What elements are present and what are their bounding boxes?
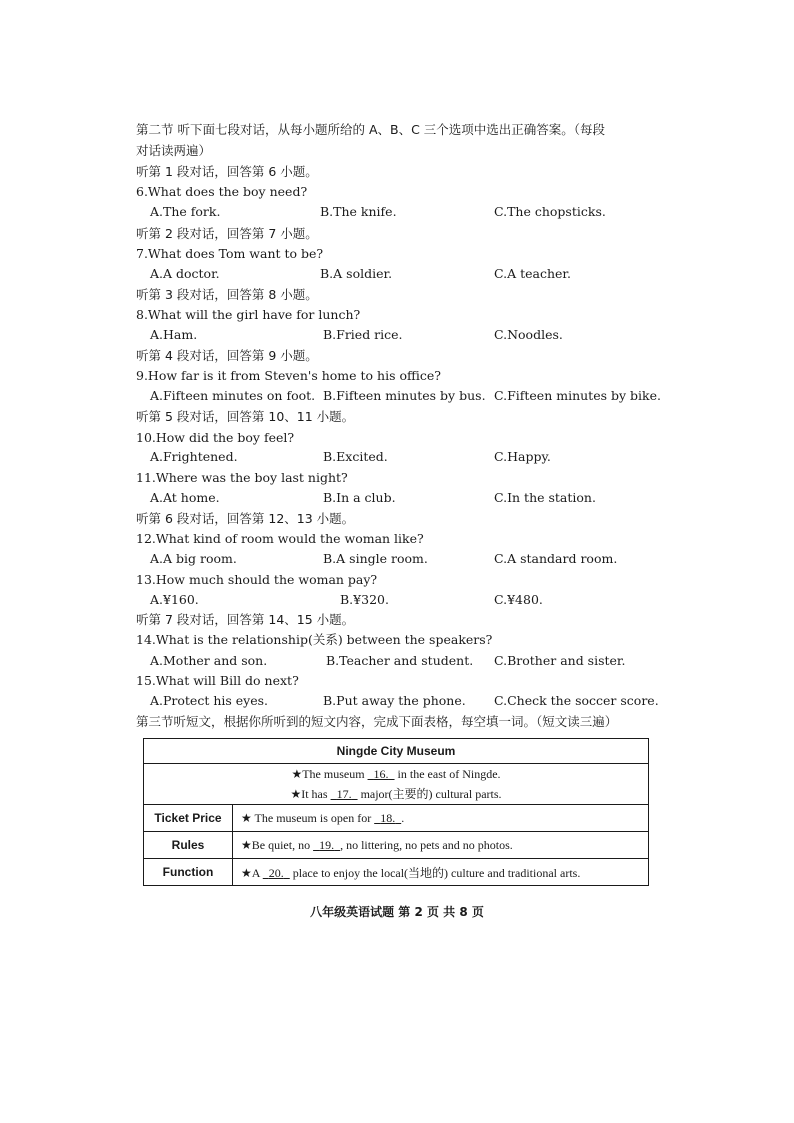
option-c: C.The chopsticks. xyxy=(494,204,606,219)
option-c: C.A standard room. xyxy=(494,551,618,566)
row-text: ★Be quiet, no xyxy=(241,837,314,852)
museum-table xyxy=(143,738,649,886)
section2-instruction-line1: 第二节 听下面七段对话，从每小题所给的 A、B、C 三个选项中选出正确答案。（每段 xyxy=(136,122,606,137)
row-text-post: . xyxy=(401,810,405,825)
question-text: 15.What will Bill do next? xyxy=(136,673,299,688)
table-row xyxy=(144,805,649,832)
option-a: A.A doctor. xyxy=(150,266,220,281)
option-b: B.A soldier. xyxy=(320,266,393,281)
option-b: B.¥320. xyxy=(340,592,389,607)
dialogue-lead: 听第 7 段对话，回答第 14、15 小题。 xyxy=(136,612,355,627)
question-text: 10.How did the boy feel? xyxy=(136,430,295,445)
option-a: A.A big room. xyxy=(150,551,237,566)
blank-18-number: 18. xyxy=(380,810,396,825)
question-text: 6.What does the boy need? xyxy=(136,184,308,199)
option-b: B.Put away the phone. xyxy=(323,693,466,708)
row-text: ★ The museum is open for xyxy=(241,810,375,825)
dialogue-lead: 听第 6 段对话，回答第 12、13 小题。 xyxy=(136,511,355,526)
row-label: Function xyxy=(144,859,233,886)
option-a: A.Mother and son. xyxy=(150,653,268,668)
option-b: B.Excited. xyxy=(323,449,388,464)
option-a: A.Ham. xyxy=(150,327,198,342)
option-c: C.¥480. xyxy=(494,592,543,607)
question-text: 9.How far is it from Steven's home to his office? xyxy=(136,368,441,383)
blank-20[interactable] xyxy=(263,866,290,880)
intro1-post: in the east of Ningde. xyxy=(394,767,501,781)
blank-20-number: 20. xyxy=(268,865,284,880)
blank-16-number: 16. xyxy=(373,767,389,781)
option-c: C.Noodles. xyxy=(494,327,563,342)
option-a: A.The fork. xyxy=(150,204,221,219)
row-label: Rules xyxy=(144,832,233,859)
intro1-pre: ★The museum xyxy=(291,767,368,781)
blank-16[interactable] xyxy=(368,767,395,781)
row-content xyxy=(233,805,649,832)
intro2-post: major(主要的) cultural parts. xyxy=(357,787,502,801)
option-a: A.Frightened. xyxy=(150,449,238,464)
blank-19-number: 19. xyxy=(319,837,335,852)
page-footer: 八年级英语试题 第 2 页 共 8 页 xyxy=(310,905,484,919)
dialogue-lead: 听第 3 段对话，回答第 8 小题。 xyxy=(136,287,318,302)
row-text: ★A xyxy=(241,865,263,880)
question-text: 12.What kind of room would the woman like? xyxy=(136,531,424,546)
intro-line-2 xyxy=(152,784,640,804)
intro-cell xyxy=(144,764,649,805)
row-text-post: , no littering, no pets and no photos. xyxy=(340,837,513,852)
question-text: 11.Where was the boy last night? xyxy=(136,470,348,485)
option-b: B.The knife. xyxy=(320,204,397,219)
dialogue-lead: 听第 2 段对话，回答第 7 小题。 xyxy=(136,226,318,241)
option-b: B.A single room. xyxy=(323,551,428,566)
question-text: 13.How much should the woman pay? xyxy=(136,572,378,587)
question-text: 8.What will the girl have for lunch? xyxy=(136,307,361,322)
table-row xyxy=(144,832,649,859)
option-c: C.Check the soccer score. xyxy=(494,693,659,708)
option-b: B.Teacher and student. xyxy=(326,653,474,668)
blank-17-number: 17. xyxy=(336,787,352,801)
row-text-post: place to enjoy the local(当地的) culture and traditional arts. xyxy=(289,865,581,880)
question-text: 7.What does Tom want to be? xyxy=(136,246,324,261)
option-a: A.¥160. xyxy=(150,592,199,607)
row-label: Ticket Price xyxy=(144,805,233,832)
section3-instruction: 第三节听短文，根据你所听到的短文内容，完成下面表格，每空填一词。（短文读三遍） xyxy=(136,714,618,729)
option-c: C.In the station. xyxy=(494,490,596,505)
question-text: 14.What is the relationship(关系) between the speakers? xyxy=(136,632,493,647)
blank-17[interactable] xyxy=(331,787,358,801)
row-content xyxy=(233,859,649,886)
option-c: C.Happy. xyxy=(494,449,551,464)
table-title: Ningde City Museum xyxy=(144,739,649,764)
dialogue-lead: 听第 4 段对话，回答第 9 小题。 xyxy=(136,348,318,363)
option-c: C.Brother and sister. xyxy=(494,653,626,668)
option-a: A.Protect his eyes. xyxy=(150,693,269,708)
section2-instruction-line2: 对话读两遍） xyxy=(136,143,212,158)
option-c: C.Fifteen minutes by bike. xyxy=(494,388,661,403)
option-a: A.At home. xyxy=(150,490,220,505)
dialogue-lead: 听第 1 段对话，回答第 6 小题。 xyxy=(136,164,318,179)
option-b: B.Fifteen minutes by bus. xyxy=(323,388,486,403)
intro2-pre: ★It has xyxy=(290,787,331,801)
intro-line-1 xyxy=(152,764,640,784)
row-content xyxy=(233,832,649,859)
option-a: A.Fifteen minutes on foot. xyxy=(150,388,316,403)
blank-18[interactable] xyxy=(374,811,401,825)
option-b: B.In a club. xyxy=(323,490,396,505)
option-c: C.A teacher. xyxy=(494,266,571,281)
table-row xyxy=(144,859,649,886)
option-b: B.Fried rice. xyxy=(323,327,403,342)
blank-19[interactable] xyxy=(313,838,340,852)
dialogue-lead: 听第 5 段对话，回答第 10、11 小题。 xyxy=(136,409,355,424)
